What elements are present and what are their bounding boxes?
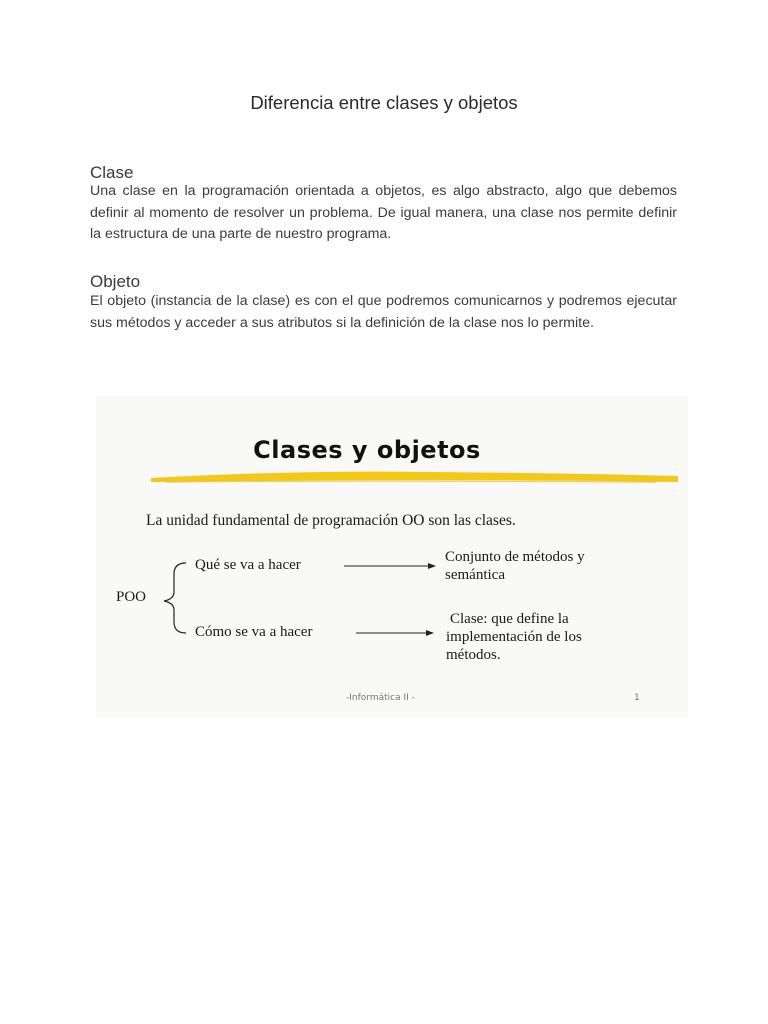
target-conjunto-line: Conjunto de métodos y [445, 549, 585, 565]
target-clase-line: implementación de los [446, 629, 582, 645]
slide-title: Clases y objetos [253, 436, 481, 464]
poo-brace [164, 563, 186, 633]
section-body-objeto: El objeto (instancia de la clase) es con el que podremos comunicarnos y podremos ejecutar sus métodos y acceder a sus atributos si la definición de la clase nos lo permite. [90, 293, 677, 331]
document-title: Diferencia entre clases y objetos [250, 92, 518, 113]
target-clase [446, 610, 582, 664]
target-conjunto-line: semántica [445, 567, 505, 583]
slide-page-number: 1 [634, 693, 640, 703]
target-clase-line: métodos. [446, 647, 501, 663]
branch-label-como: Cómo se va a hacer [195, 624, 313, 640]
section-heading-objeto: Objeto [90, 272, 141, 291]
section-heading-clase: Clase [90, 163, 134, 182]
title-highlight-shadow [166, 481, 656, 482]
poo-label: POO [116, 589, 147, 605]
arrow-que-head [428, 563, 436, 569]
embedded-slide-image [96, 396, 688, 718]
target-clase-line: Clase: que define la [450, 611, 569, 627]
section-body-clase: Una clase en la programación orientada a objetos, es algo abstracto, algo que debemos definir al momento de resolver un problema. De igual manera, una clase nos permite definir la estructura de una parte de nuestro programa. [90, 183, 677, 242]
branch-label-que: Qué se va a hacer [195, 557, 301, 573]
target-conjunto [445, 548, 585, 584]
slide-subtitle: La unidad fundamental de programación OO son las clases. [146, 512, 516, 529]
slide-footer: -Informática II - [346, 693, 415, 703]
arrow-como-head [426, 630, 434, 636]
